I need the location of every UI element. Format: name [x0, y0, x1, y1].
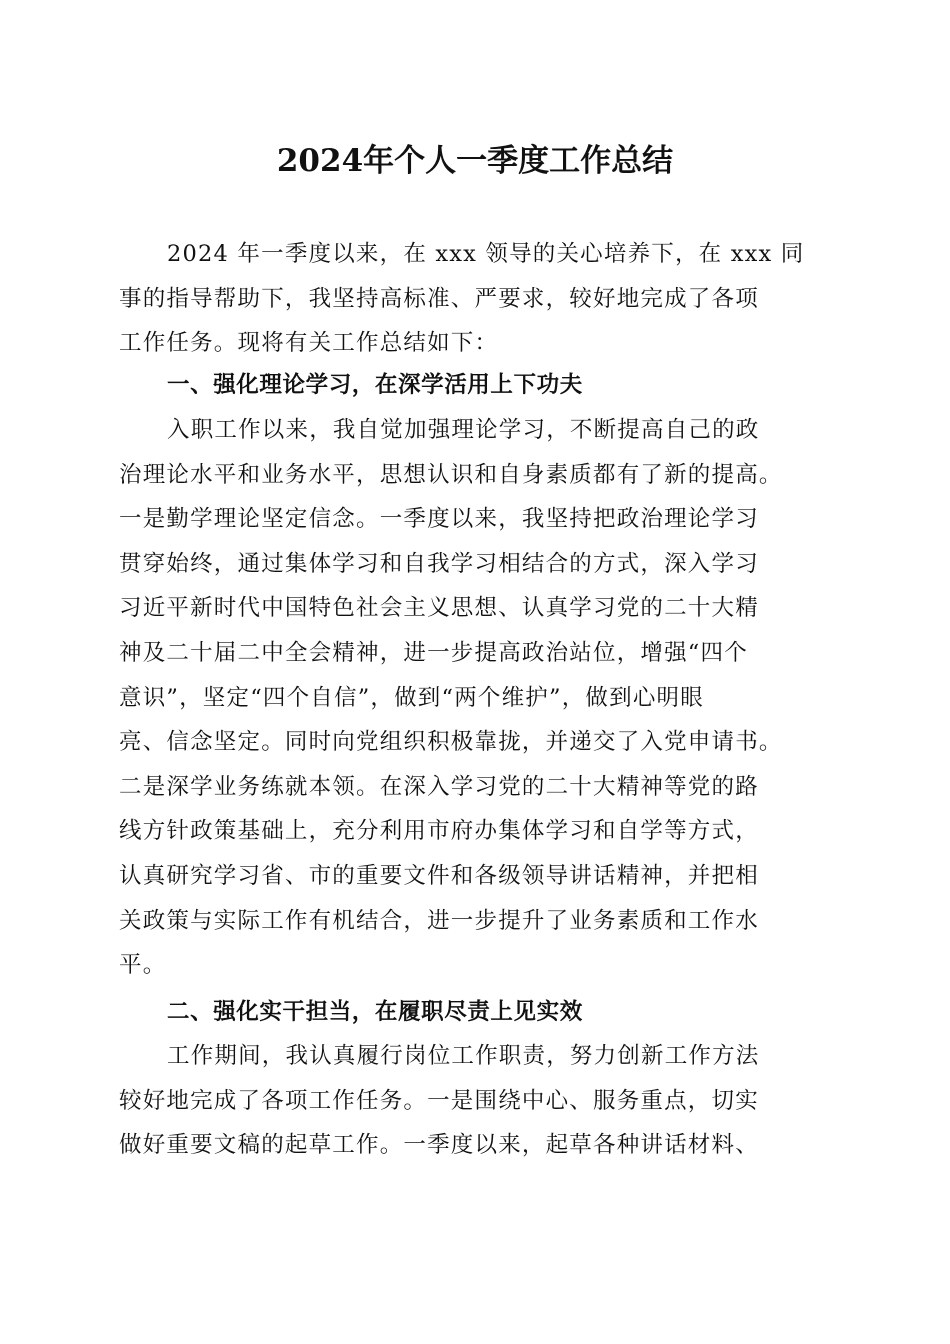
document-title: 2024年个人一季度工作总结	[276, 143, 674, 179]
paragraph-line: 贯穿始终，通过集体学习和自我学习相结合的方式，深入学习	[119, 550, 759, 577]
paragraph-line: 神及二十届二中全会精神，进一步提高政治站位，增强“四个	[119, 639, 748, 666]
paragraph-line: 治理论水平和业务水平，思想认识和自身素质都有了新的提高。	[119, 461, 783, 488]
paragraph-line: 二是深学业务练就本领。在深入学习党的二十大精神等党的路	[119, 773, 759, 800]
paragraph-line: 工作期间，我认真履行岗位工作职责，努力创新工作方法	[167, 1043, 760, 1069]
paragraph-line: 亮、信念坚定。同时向党组织积极靠拢，并递交了入党申请书。	[119, 729, 783, 756]
paragraph-line: 较好地完成了各项工作任务。一是围绕中心、服务重点，切实	[119, 1087, 759, 1114]
section-2-paragraph	[119, 1034, 831, 1168]
paragraph-line: 2024 年一季度以来，在 xxx 领导的关心培养下，在 xxx 同	[167, 241, 805, 267]
paragraph-line: 认真研究学习省、市的重要文件和各级领导讲话精神，并把相	[119, 862, 759, 889]
paragraph-line: 工作任务。现将有关工作总结如下：	[119, 330, 499, 357]
paragraph-line: 一是勤学理论坚定信念。一季度以来，我坚持把政治理论学习	[119, 506, 759, 533]
paragraph-line: 线方针政策基础上，充分利用市府办集体学习和自学等方式，	[119, 818, 759, 845]
section-heading-1: 一、强化理论学习，在深学活用上下功夫	[167, 372, 583, 398]
paragraph-line: 平。	[119, 952, 167, 979]
section-1-paragraph	[119, 408, 831, 988]
paragraph-line: 事的指导帮助下，我坚持高标准、严要求，较好地完成了各项	[119, 285, 759, 312]
paragraph-line: 意识”，坚定“四个自信”，做到“两个维护”，做到心明眼	[119, 684, 704, 711]
section-heading-2: 二、强化实干担当，在履职尽责上见实效	[167, 999, 583, 1025]
intro-paragraph	[119, 232, 831, 366]
paragraph-line: 关政策与实际工作有机结合，进一步提升了业务素质和工作水	[119, 907, 759, 934]
paragraph-line: 做好重要文稿的起草工作。一季度以来，起草各种讲话材料、	[119, 1132, 759, 1159]
paragraph-line: 入职工作以来，我自觉加强理论学习，不断提高自己的政	[167, 417, 760, 443]
paragraph-line: 习近平新时代中国特色社会主义思想、认真学习党的二十大精	[119, 595, 759, 622]
